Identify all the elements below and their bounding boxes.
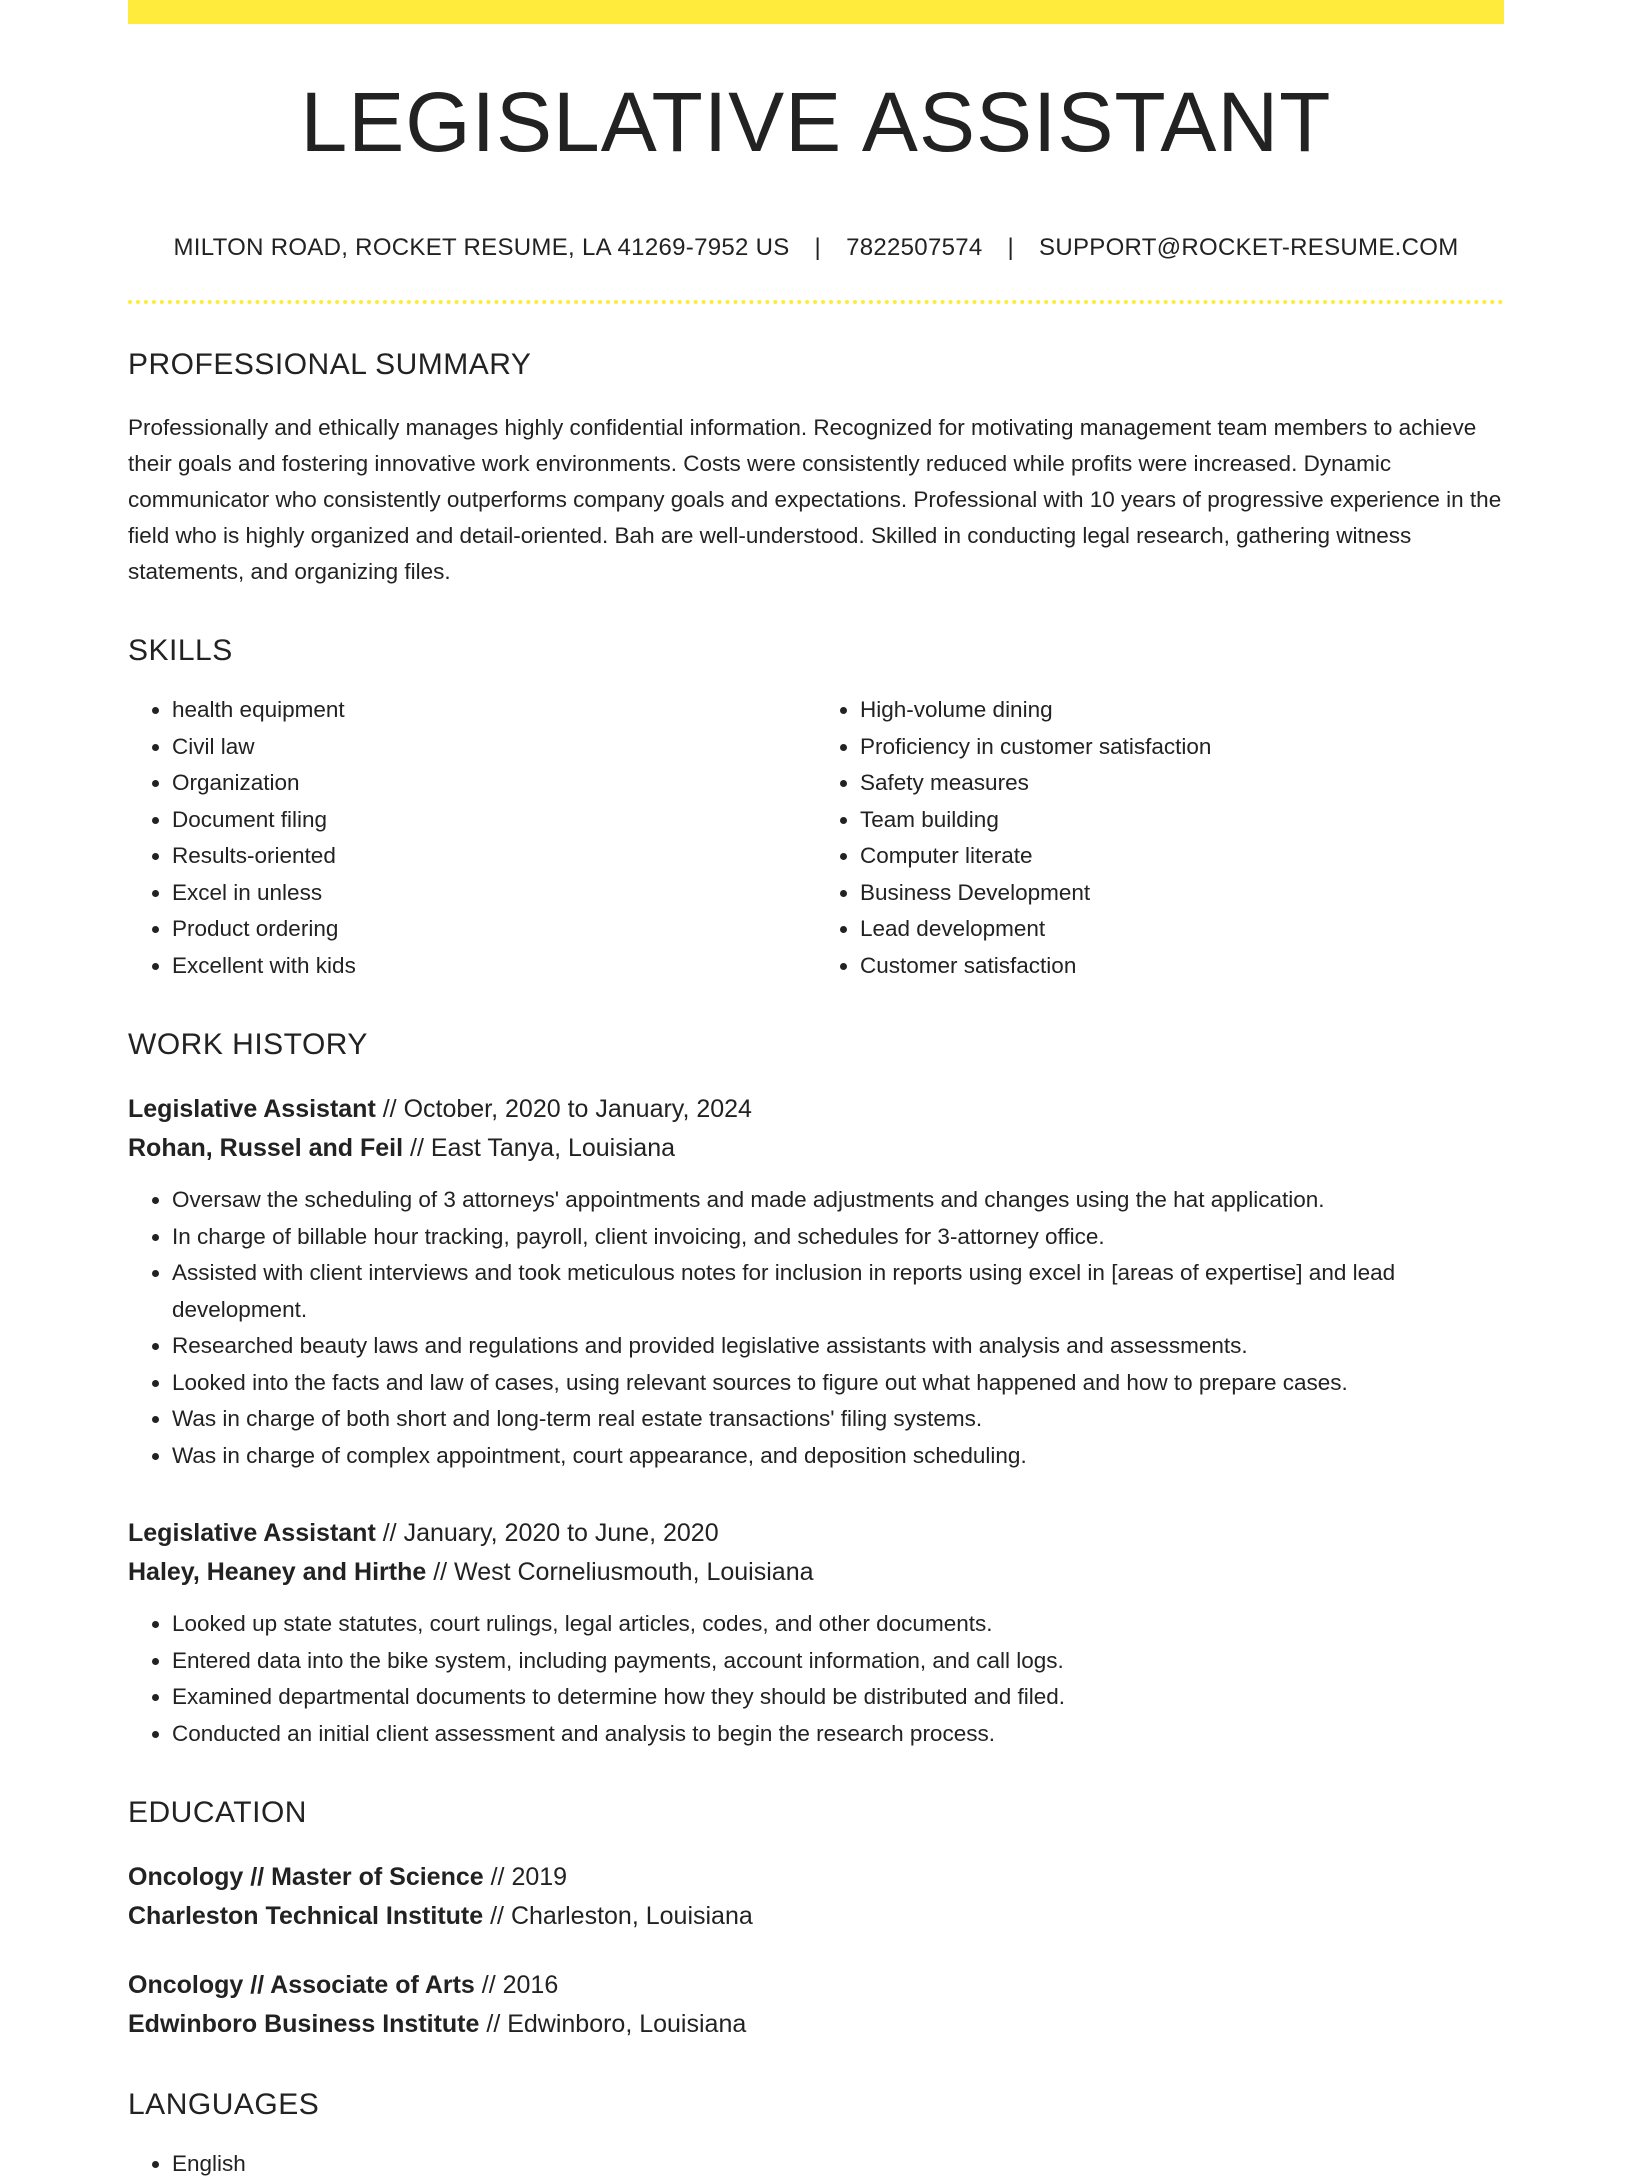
languages-list <box>128 2146 1504 2182</box>
job-bullet: • Was in charge of both short and long-term real estate transactions' filing systems. <box>172 1401 1504 1438</box>
job-entry <box>128 1514 1504 1752</box>
skill-item: • Computer literate <box>860 838 1504 875</box>
job-entry <box>128 1090 1504 1474</box>
job-company: Haley, Heaney and Hirthe <box>128 1558 427 1586</box>
address: MILTON ROAD, ROCKET RESUME, LA 41269-7952 US <box>173 234 790 261</box>
skill-item: • Results-oriented <box>172 838 816 875</box>
skill-item: • Excellent with kids <box>172 948 816 985</box>
dotted-divider <box>128 300 1504 304</box>
skill-item: • Proficiency in customer satisfaction <box>860 729 1504 766</box>
job-bullet: • Assisted with client interviews and took meticulous notes for inclusion in reports using excel in [areas of expertise] and lead development. <box>172 1255 1504 1328</box>
skill-item: • High-volume dining <box>860 692 1504 729</box>
edu-year: // 2019 <box>483 1863 568 1891</box>
job-bullet: • Looked into the facts and law of cases, using relevant sources to figure out what happened and how to prepare cases. <box>172 1365 1504 1402</box>
job-location: // East Tanya, Louisiana <box>403 1134 675 1162</box>
job-dates: // January, 2020 to June, 2020 <box>375 1519 719 1547</box>
work-heading: WORK HISTORY <box>128 1028 368 1061</box>
skill-item: • Team building <box>860 802 1504 839</box>
resume-page <box>128 0 1504 2182</box>
education-heading: EDUCATION <box>128 1796 307 1829</box>
job-bullet: • Was in charge of complex appointment, court appearance, and deposition scheduling. <box>172 1438 1504 1475</box>
edu-school: Charleston Technical Institute <box>128 1902 484 1930</box>
education-entry <box>128 1966 1504 2044</box>
job-bullet: • Entered data into the bike system, including payments, account information, and call logs. <box>172 1643 1504 1680</box>
separator: | <box>1007 234 1015 261</box>
edu-school: Edwinboro Business Institute <box>128 2010 480 2038</box>
job-role: Legislative Assistant <box>128 1095 376 1123</box>
skill-item: • Organization <box>172 765 816 802</box>
skill-item: • Civil law <box>172 729 816 766</box>
job-bullet: • Examined departmental documents to determine how they should be distributed and filed. <box>172 1679 1504 1716</box>
skill-item: • health equipment <box>172 692 816 729</box>
edu-location: // Charleston, Louisiana <box>483 1902 753 1930</box>
separator: | <box>814 234 822 261</box>
languages-heading: LANGUAGES <box>128 2088 320 2121</box>
edu-degree: Oncology // Master of Science <box>128 1863 484 1891</box>
job-bullet: • Researched beauty laws and regulations and provided legislative assistants with analysis and assessments. <box>172 1328 1504 1365</box>
job-title-line <box>128 1090 1504 1129</box>
edu-degree-line <box>128 1858 1504 1897</box>
skill-item: • Customer satisfaction <box>860 948 1504 985</box>
education-entry <box>128 1858 1504 1936</box>
skills-list <box>128 692 1504 984</box>
job-role: Legislative Assistant <box>128 1519 376 1547</box>
skill-item: • Lead development <box>860 911 1504 948</box>
job-bullets <box>128 1606 1504 1752</box>
job-title-line <box>128 1514 1504 1553</box>
edu-degree: Oncology // Associate of Arts <box>128 1971 475 1999</box>
skills-column-right <box>816 692 1504 984</box>
skills-heading: SKILLS <box>128 634 233 667</box>
skill-item: • Product ordering <box>172 911 816 948</box>
job-bullets <box>128 1182 1504 1474</box>
edu-degree-line <box>128 1966 1504 2005</box>
summary-text: Professionally and ethically manages highly confidential information. Recognized for motivating management team members to achieve their goals and fostering innovative work environments. Costs were consistently reduced while profits were increased. Dynamic communicator who consistently outperforms company goals and expectations. Professional with 10 years of progressive experience in the field who is highly organized and detail-oriented. Bah are well-understood. Skilled in conducting legal research, gathering witness statements, and organizing files. <box>128 415 1502 584</box>
edu-year: // 2016 <box>474 1971 559 1999</box>
edu-school-line <box>128 1897 1504 1936</box>
job-bullet: • In charge of billable hour tracking, payroll, client invoicing, and schedules for 3-attorney office. <box>172 1219 1504 1256</box>
phone: 7822507574 <box>846 234 983 261</box>
job-location: // West Corneliusmouth, Louisiana <box>426 1558 814 1586</box>
contact-line <box>128 234 1504 262</box>
skill-item: • Safety measures <box>860 765 1504 802</box>
language-item: • English <box>172 2146 1504 2182</box>
job-company-line <box>128 1553 1504 1592</box>
email: SUPPORT@ROCKET-RESUME.COM <box>1039 234 1459 261</box>
summary-heading: PROFESSIONAL SUMMARY <box>128 348 532 381</box>
skills-column-left <box>128 692 816 984</box>
skill-item: • Document filing <box>172 802 816 839</box>
skill-item: • Business Development <box>860 875 1504 912</box>
job-bullet: • Conducted an initial client assessment and analysis to begin the research process. <box>172 1716 1504 1753</box>
top-accent-bar <box>128 0 1504 24</box>
job-bullet: • Oversaw the scheduling of 3 attorneys' appointments and made adjustments and changes using the hat application. <box>172 1182 1504 1219</box>
resume-title: LEGISLATIVE ASSISTANT <box>300 75 1332 169</box>
job-bullet: • Looked up state statutes, court rulings, legal articles, codes, and other documents. <box>172 1606 1504 1643</box>
skill-item: • Excel in unless <box>172 875 816 912</box>
edu-school-line <box>128 2005 1504 2044</box>
job-company: Rohan, Russel and Feil <box>128 1134 404 1162</box>
job-company-line <box>128 1129 1504 1168</box>
job-dates: // October, 2020 to January, 2024 <box>375 1095 752 1123</box>
edu-location: // Edwinboro, Louisiana <box>479 2010 747 2038</box>
